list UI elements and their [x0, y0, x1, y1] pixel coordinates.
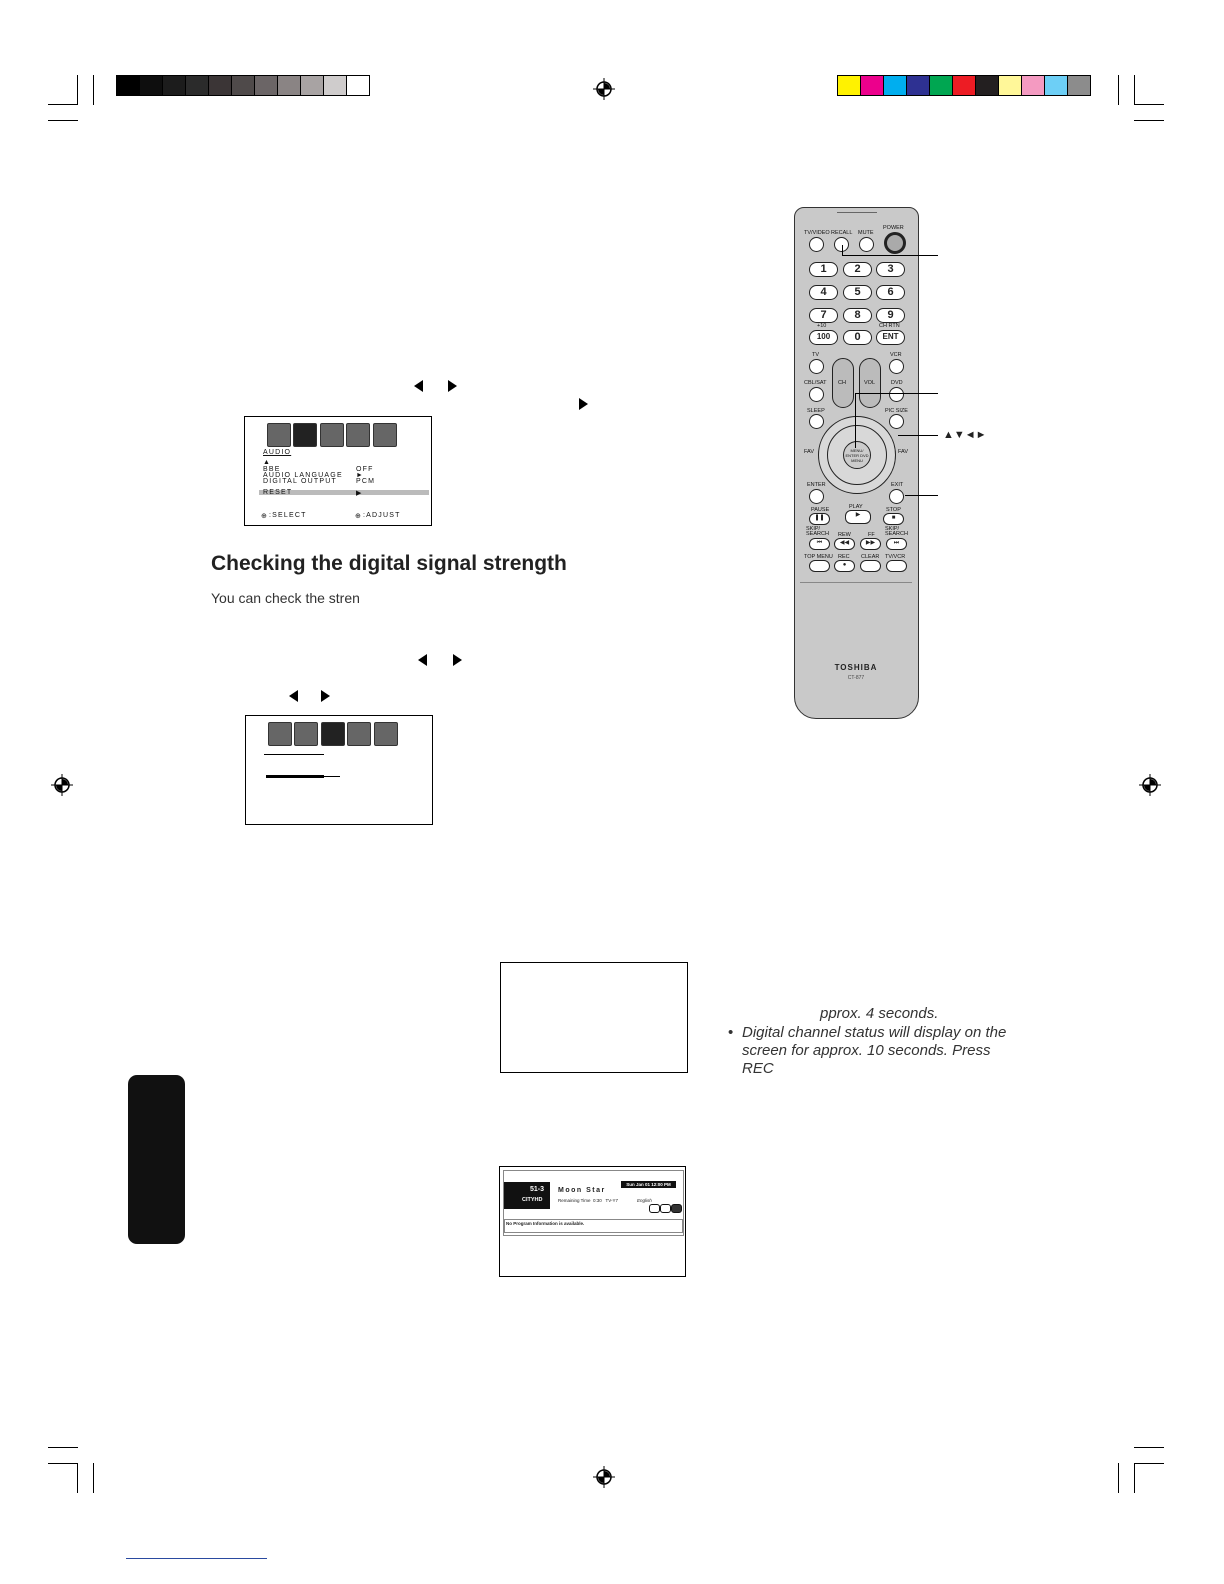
- cbl-sat-button[interactable]: [809, 387, 824, 402]
- power-label: POWER: [883, 225, 904, 231]
- menu-underline: [264, 754, 324, 755]
- enter-button[interactable]: [809, 489, 824, 504]
- right-arrow-icon: [579, 398, 588, 410]
- calibration-swatch: [975, 75, 999, 96]
- registration-mark-icon: [51, 774, 73, 796]
- skip-back-button[interactable]: ⏮: [809, 538, 830, 550]
- menu-value: OFF: [356, 466, 374, 473]
- stop-button[interactable]: ■: [883, 513, 904, 525]
- left-arrow-icon: [414, 380, 423, 392]
- setup-icon: [321, 722, 345, 746]
- skip-forward-label: SKIP/ SEARCH: [885, 526, 908, 537]
- calibration-swatch: [185, 75, 209, 96]
- exit-button[interactable]: [889, 489, 904, 504]
- power-button[interactable]: [884, 232, 906, 254]
- datetime-badge: Sun Jan 01 12:00 PM: [621, 1181, 676, 1188]
- pause-label: PAUSE: [811, 507, 830, 513]
- callout-line: [842, 245, 843, 255]
- registration-mark-icon: [593, 78, 615, 100]
- tv-video-label: TV/VIDEO: [804, 230, 830, 236]
- menu-item: DIGITAL OUTPUT: [263, 478, 337, 485]
- ent-button[interactable]: ENT: [876, 330, 905, 345]
- rewind-button[interactable]: ◀◀: [834, 538, 855, 550]
- up-arrow-icon: ▲: [263, 459, 272, 466]
- calibration-swatch: [860, 75, 884, 96]
- fav-right-label: FAV: [898, 449, 908, 455]
- fav-left-label: FAV: [804, 449, 814, 455]
- left-arrow-icon: [289, 690, 298, 702]
- calibration-swatch: [1067, 75, 1091, 96]
- calibration-swatch: [254, 75, 278, 96]
- ch-label: CH: [838, 380, 846, 386]
- number-button-9[interactable]: 9: [876, 308, 905, 323]
- wrench-icon: [347, 722, 371, 746]
- section-tab: [128, 1075, 185, 1244]
- remaining-time: Remaining Time 0:30 TV-Y7: [558, 1198, 618, 1203]
- rec-label: REC: [838, 554, 850, 560]
- menu-title: AUDIO: [263, 449, 292, 456]
- calibration-swatch: [883, 75, 907, 96]
- menu-item: RESET: [263, 489, 293, 496]
- no-program-info: No Program Information is available.: [506, 1221, 585, 1226]
- tv-vcr-label: TV/VCR: [885, 554, 906, 560]
- instruction-text: Digital channel status will display on the: [742, 1024, 1007, 1041]
- vcr-label: VCR: [890, 352, 902, 358]
- vol-label: VOL: [864, 380, 876, 386]
- calibration-swatch: [277, 75, 301, 96]
- menu-item: AUDIO LANGUAGE: [263, 472, 343, 479]
- menu-value: PCM: [356, 478, 376, 485]
- number-button-100[interactable]: 100: [809, 330, 838, 345]
- skip-forward-button[interactable]: ⏭: [886, 538, 907, 550]
- right-arrow-icon: [453, 654, 462, 666]
- signal-meter-screen: [245, 715, 433, 825]
- left-arrow-icon: [418, 654, 427, 666]
- lock-icon: [671, 1204, 682, 1213]
- calibration-swatch: [929, 75, 953, 96]
- cbl-sat-label: CBL/SAT: [804, 380, 827, 386]
- audio-icon: [294, 722, 318, 746]
- dpad-arrows-label: ▲▼◄►: [943, 429, 987, 441]
- ch-rtn-label: CH RTN: [879, 323, 900, 329]
- calibration-swatch: [116, 75, 140, 96]
- clear-label: CLEAR: [861, 554, 880, 560]
- footer-rule: [126, 1558, 267, 1559]
- callout-line: [842, 255, 938, 256]
- remote-control: [794, 207, 919, 719]
- channel-number: 51-3: [530, 1186, 545, 1193]
- section-heading: Checking the digital signal strength: [211, 552, 567, 575]
- calibration-swatch: [162, 75, 186, 96]
- mute-button[interactable]: [859, 237, 874, 252]
- audio-language: English: [637, 1198, 652, 1203]
- vcr-button[interactable]: [889, 359, 904, 374]
- tv-video-button[interactable]: [809, 237, 824, 252]
- mute-label: MUTE: [858, 230, 874, 236]
- sap-icon: [660, 1204, 671, 1213]
- program-title: Moon Star: [558, 1187, 606, 1194]
- remote-model: CT-877: [847, 675, 865, 681]
- station-name: CITYHD: [522, 1197, 543, 1203]
- remote-brand: TOSHIBA: [834, 663, 878, 672]
- dpad-icon: ⊕: [261, 513, 269, 520]
- calibration-swatch: [139, 75, 163, 96]
- instruction-text: pprox. 4 seconds.: [820, 1005, 939, 1022]
- enter-icon: ▶: [356, 490, 363, 497]
- remote-lower-panel: [800, 582, 912, 583]
- top-menu-button[interactable]: [809, 560, 830, 572]
- section-intro: You can check the stren: [211, 590, 360, 606]
- pause-button[interactable]: ❚❚: [809, 513, 830, 525]
- recall-label: RECALL: [831, 230, 853, 236]
- calibration-swatch: [231, 75, 255, 96]
- tv-vcr-button[interactable]: [886, 560, 907, 572]
- calibration-swatch: [837, 75, 861, 96]
- calibration-swatch: [952, 75, 976, 96]
- picture-icon: [268, 722, 292, 746]
- audio-icon: [293, 423, 317, 447]
- top-menu-label: TOP MENU: [804, 554, 833, 560]
- select-hint: :SELECT: [269, 512, 307, 519]
- sleep-button[interactable]: [809, 414, 824, 429]
- play-button[interactable]: ▶: [845, 510, 871, 524]
- stop-label: STOP: [886, 507, 901, 513]
- menu-value: ►: [356, 472, 365, 479]
- tv-label: TV: [812, 352, 820, 358]
- picture-icon: [267, 423, 291, 447]
- menu-enter-label: MENU/ ENTER DVD MENU: [845, 448, 869, 463]
- skip-back-label: SKIP/ SEARCH: [806, 526, 829, 537]
- blank-screen: [500, 962, 688, 1073]
- instruction-text: screen for approx. 10 seconds. Press: [742, 1042, 991, 1059]
- fast-forward-button[interactable]: ▶▶: [860, 538, 881, 550]
- right-arrow-icon: [448, 380, 457, 392]
- lock-icon: [373, 423, 397, 447]
- signal-scale-line: [266, 776, 340, 777]
- calibration-swatch: [1044, 75, 1068, 96]
- calibration-swatch: [300, 75, 324, 96]
- number-button-2[interactable]: 2: [843, 262, 872, 277]
- number-button-6[interactable]: 6: [876, 285, 905, 300]
- number-button-4[interactable]: 4: [809, 285, 838, 300]
- dvd-label: DVD: [891, 380, 903, 386]
- adjust-hint: :ADJUST: [363, 512, 401, 519]
- number-button-3[interactable]: 3: [876, 262, 905, 277]
- number-button-7[interactable]: 7: [809, 308, 838, 323]
- wrench-icon: [346, 423, 370, 447]
- clear-button[interactable]: [860, 560, 881, 572]
- exit-label: EXIT: [891, 482, 904, 488]
- calibration-swatch: [998, 75, 1022, 96]
- registration-mark-icon: [1139, 774, 1161, 796]
- sleep-label: SLEEP: [807, 408, 825, 414]
- dvd-button[interactable]: [889, 387, 904, 402]
- rew-label: REW: [838, 532, 851, 538]
- bullet: •: [728, 1024, 734, 1041]
- calibration-swatch: [906, 75, 930, 96]
- registration-mark-icon: [593, 1466, 615, 1488]
- remote-ir-window: [837, 208, 877, 213]
- lock-icon: [374, 722, 398, 746]
- audio-menu-screen: [244, 416, 432, 526]
- pic-size-label: PIC SIZE: [885, 408, 908, 414]
- rec-button[interactable]: ●: [834, 560, 855, 572]
- cc-icon: [649, 1204, 660, 1213]
- calibration-swatch: [208, 75, 232, 96]
- tv-button[interactable]: [809, 359, 824, 374]
- menu-item: BBE: [263, 466, 281, 473]
- play-label: PLAY: [849, 504, 863, 510]
- calibration-swatch: [1021, 75, 1045, 96]
- setup-icon: [320, 423, 344, 447]
- ff-label: FF: [868, 532, 875, 538]
- number-button-5[interactable]: 5: [843, 285, 872, 300]
- dpad-icon: ⊕: [355, 513, 363, 520]
- pic-size-button[interactable]: [889, 414, 904, 429]
- channel-banner-screen: [499, 1166, 686, 1277]
- plus10-label: +10: [817, 323, 827, 329]
- callout-line: [898, 435, 938, 436]
- number-button-1[interactable]: 1: [809, 262, 838, 277]
- calibration-swatch: [346, 75, 370, 96]
- number-button-8[interactable]: 8: [843, 308, 872, 323]
- callout-line: [855, 393, 938, 394]
- right-arrow-icon: [321, 690, 330, 702]
- callout-line: [855, 393, 856, 448]
- calibration-swatch: [323, 75, 347, 96]
- callout-line: [905, 495, 938, 496]
- enter-label: ENTER: [807, 482, 826, 488]
- instruction-text: REC: [742, 1060, 774, 1077]
- number-button-0[interactable]: 0: [843, 330, 872, 345]
